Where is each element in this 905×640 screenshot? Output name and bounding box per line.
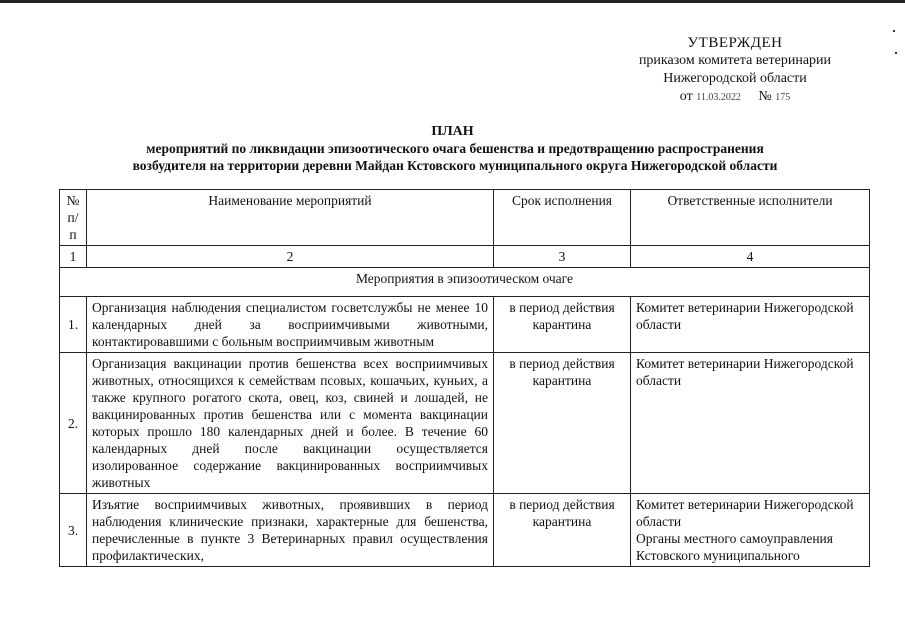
row-executors: Комитет ветеринарии Нижегородской области <box>631 353 870 494</box>
scan-speck <box>893 30 895 32</box>
approval-number: 175 <box>775 92 791 103</box>
approval-line1: приказом комитета ветеринарии <box>638 53 832 68</box>
row-term: в период действия карантина <box>494 297 631 353</box>
column-number-row <box>60 246 870 268</box>
row-executors-primary: Комитет ветеринарии Нижегородской области <box>636 497 854 529</box>
scan-top-border <box>0 0 905 3</box>
row-number: 1. <box>60 297 87 353</box>
row-executors: Комитет ветеринарии Нижегородской области <box>631 297 870 353</box>
table-header-row <box>60 190 870 246</box>
section-title: Мероприятия в эпизоотическом очаге <box>60 268 870 297</box>
table-row <box>60 353 870 494</box>
row-number: 2. <box>60 353 87 494</box>
approval-heading: УТВЕРЖДЕН <box>687 35 783 51</box>
column-number: 2 <box>87 246 494 268</box>
section-row <box>60 268 870 297</box>
plan-title: ПЛАН <box>431 124 474 139</box>
column-number: 4 <box>631 246 870 268</box>
plan-subtitle-line1: мероприятий по ликвидации эпизоотического очага бешенства и предотвращению распространения <box>146 141 764 156</box>
table-row <box>60 494 870 567</box>
table-row <box>60 297 870 353</box>
header-num: № п/п <box>60 190 87 246</box>
row-measure: Организация вакцинации против бешенства всех восприимчивых животных, относящихся к семействам псовых, кошачьих, куньих, а также крупного рогатого скота, овец, коз, свиней и лошадей, не вакцинированных против бешенства или с момента вакцинации которых прошло 180 календарных дней и более. В течение 60 календарных дней после вакцинации осуществляется изолированное содержание вакцинированных восприимчивых животных <box>87 353 494 494</box>
scan-speck <box>895 52 897 54</box>
header-name: Наименование мероприятий <box>87 190 494 246</box>
column-number: 1 <box>60 246 87 268</box>
row-measure: Организация наблюдения специалистом госветслужбы не менее 10 календарных дней за восприимчивыми животными, контактировавшими с больным восприимчивым животным <box>87 297 494 353</box>
column-number: 3 <box>494 246 631 268</box>
row-measure: Изъятие восприимчивых животных, проявивших в период наблюдения клинические признаки, характерные для бешенства, перечисленные в пункте 3 Ветеринарных правил осуществления профилактических, <box>87 494 494 567</box>
row-number: 3. <box>60 494 87 567</box>
approval-date: 11.03.2022 <box>696 92 741 103</box>
number-label: № <box>758 89 772 104</box>
approval-date-line <box>600 88 870 107</box>
row-term: в период действия карантина <box>494 494 631 567</box>
approval-line2: Нижегородской области <box>663 71 807 86</box>
row-executors <box>631 494 870 567</box>
header-term: Срок исполнения <box>494 190 631 246</box>
row-term: в период действия карантина <box>494 353 631 494</box>
approval-block <box>600 34 870 107</box>
date-label: от <box>679 89 693 104</box>
plan-subtitle <box>60 140 850 174</box>
measures-table <box>59 189 870 567</box>
plan-subtitle-line2: возбудителя на территории деревни Майдан Кстовского муниципального округа Нижегородской области <box>132 158 778 173</box>
row-executors-secondary: Органы местного самоуправления Кстовского муниципального <box>636 531 833 563</box>
header-executors: Ответственные исполнители <box>631 190 870 246</box>
